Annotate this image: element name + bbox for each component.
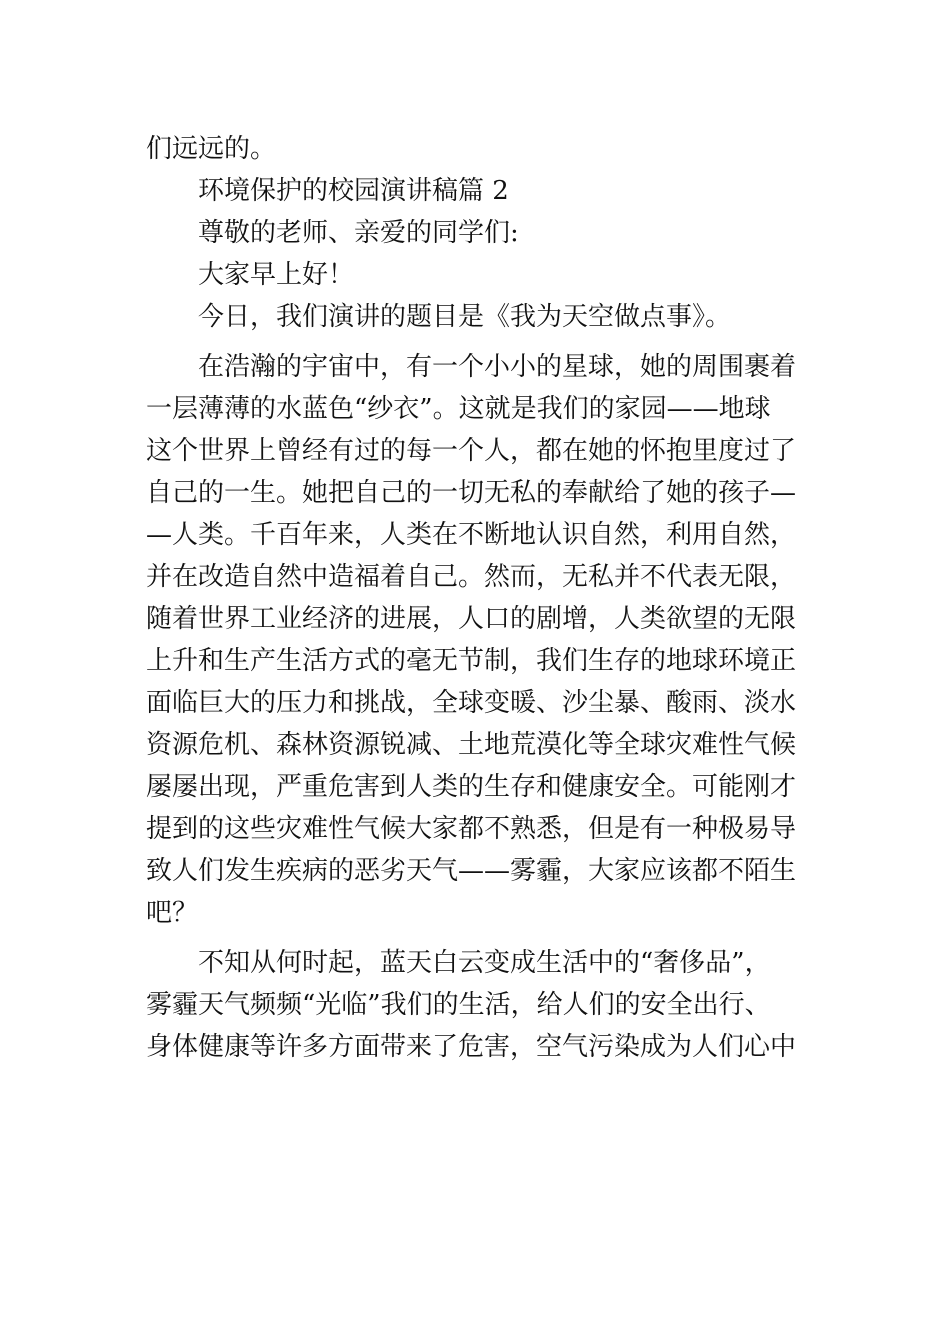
paragraph-line: 随着世界工业经济的进展，人口的剧增，人类欲望的无限	[146, 604, 797, 634]
paragraph-line: 吧？	[146, 898, 199, 928]
paragraph-line: 并在改造自然中造福着自己。然而，无私并不代表无限，	[146, 562, 797, 592]
document-body	[146, 128, 810, 1068]
speech-topic: 今日，我们演讲的题目是《我为天空做点事》。	[198, 302, 732, 332]
paragraph-line: 雾霾天气频频“光临”我们的生活，给人们的安全出行、	[146, 990, 771, 1020]
paragraph-line: 不知从何时起，蓝天白云变成生活中的“奢侈品”，	[198, 948, 771, 978]
salutation: 尊敬的老师、亲爱的同学们:	[198, 218, 519, 248]
greeting: 大家早上好！	[198, 260, 355, 290]
paragraph-line: 屡屡出现，严重危害到人类的生存和健康安全。可能刚才	[146, 772, 797, 802]
paragraph-line: 自己的一生。她把自己的一切无私的奉献给了她的孩子—	[146, 478, 797, 508]
section-heading: 环境保护的校园演讲稿篇 2	[198, 176, 509, 206]
text-line: 们远远的。	[146, 134, 277, 164]
paragraph-line: 一层薄薄的水蓝色“纱衣”。这就是我们的家园——地球	[146, 394, 771, 424]
paragraph-line: 身体健康等许多方面带来了危害，空气污染成为人们心中	[146, 1032, 797, 1062]
paragraph-line: 上升和生产生活方式的毫无节制，我们生存的地球环境正	[146, 646, 797, 676]
paragraph-line: 在浩瀚的宇宙中，有一个小小的星球，她的周围裹着	[198, 352, 797, 382]
paragraph-line: 这个世界上曾经有过的每一个人，都在她的怀抱里度过了	[146, 436, 797, 466]
paragraph-line: 面临巨大的压力和挑战，全球变暖、沙尘暴、酸雨、淡水	[146, 688, 797, 718]
paragraph-line: 致人们发生疾病的恶劣天气——雾霾，大家应该都不陌生	[146, 856, 797, 886]
paragraph-line: 资源危机、森林资源锐减、土地荒漠化等全球灾难性气候	[146, 730, 797, 760]
paragraph-line: —人类。千百年来，人类在不断地认识自然，利用自然，	[146, 520, 797, 550]
paragraph-line: 提到的这些灾难性气候大家都不熟悉，但是有一种极易导	[146, 814, 797, 844]
